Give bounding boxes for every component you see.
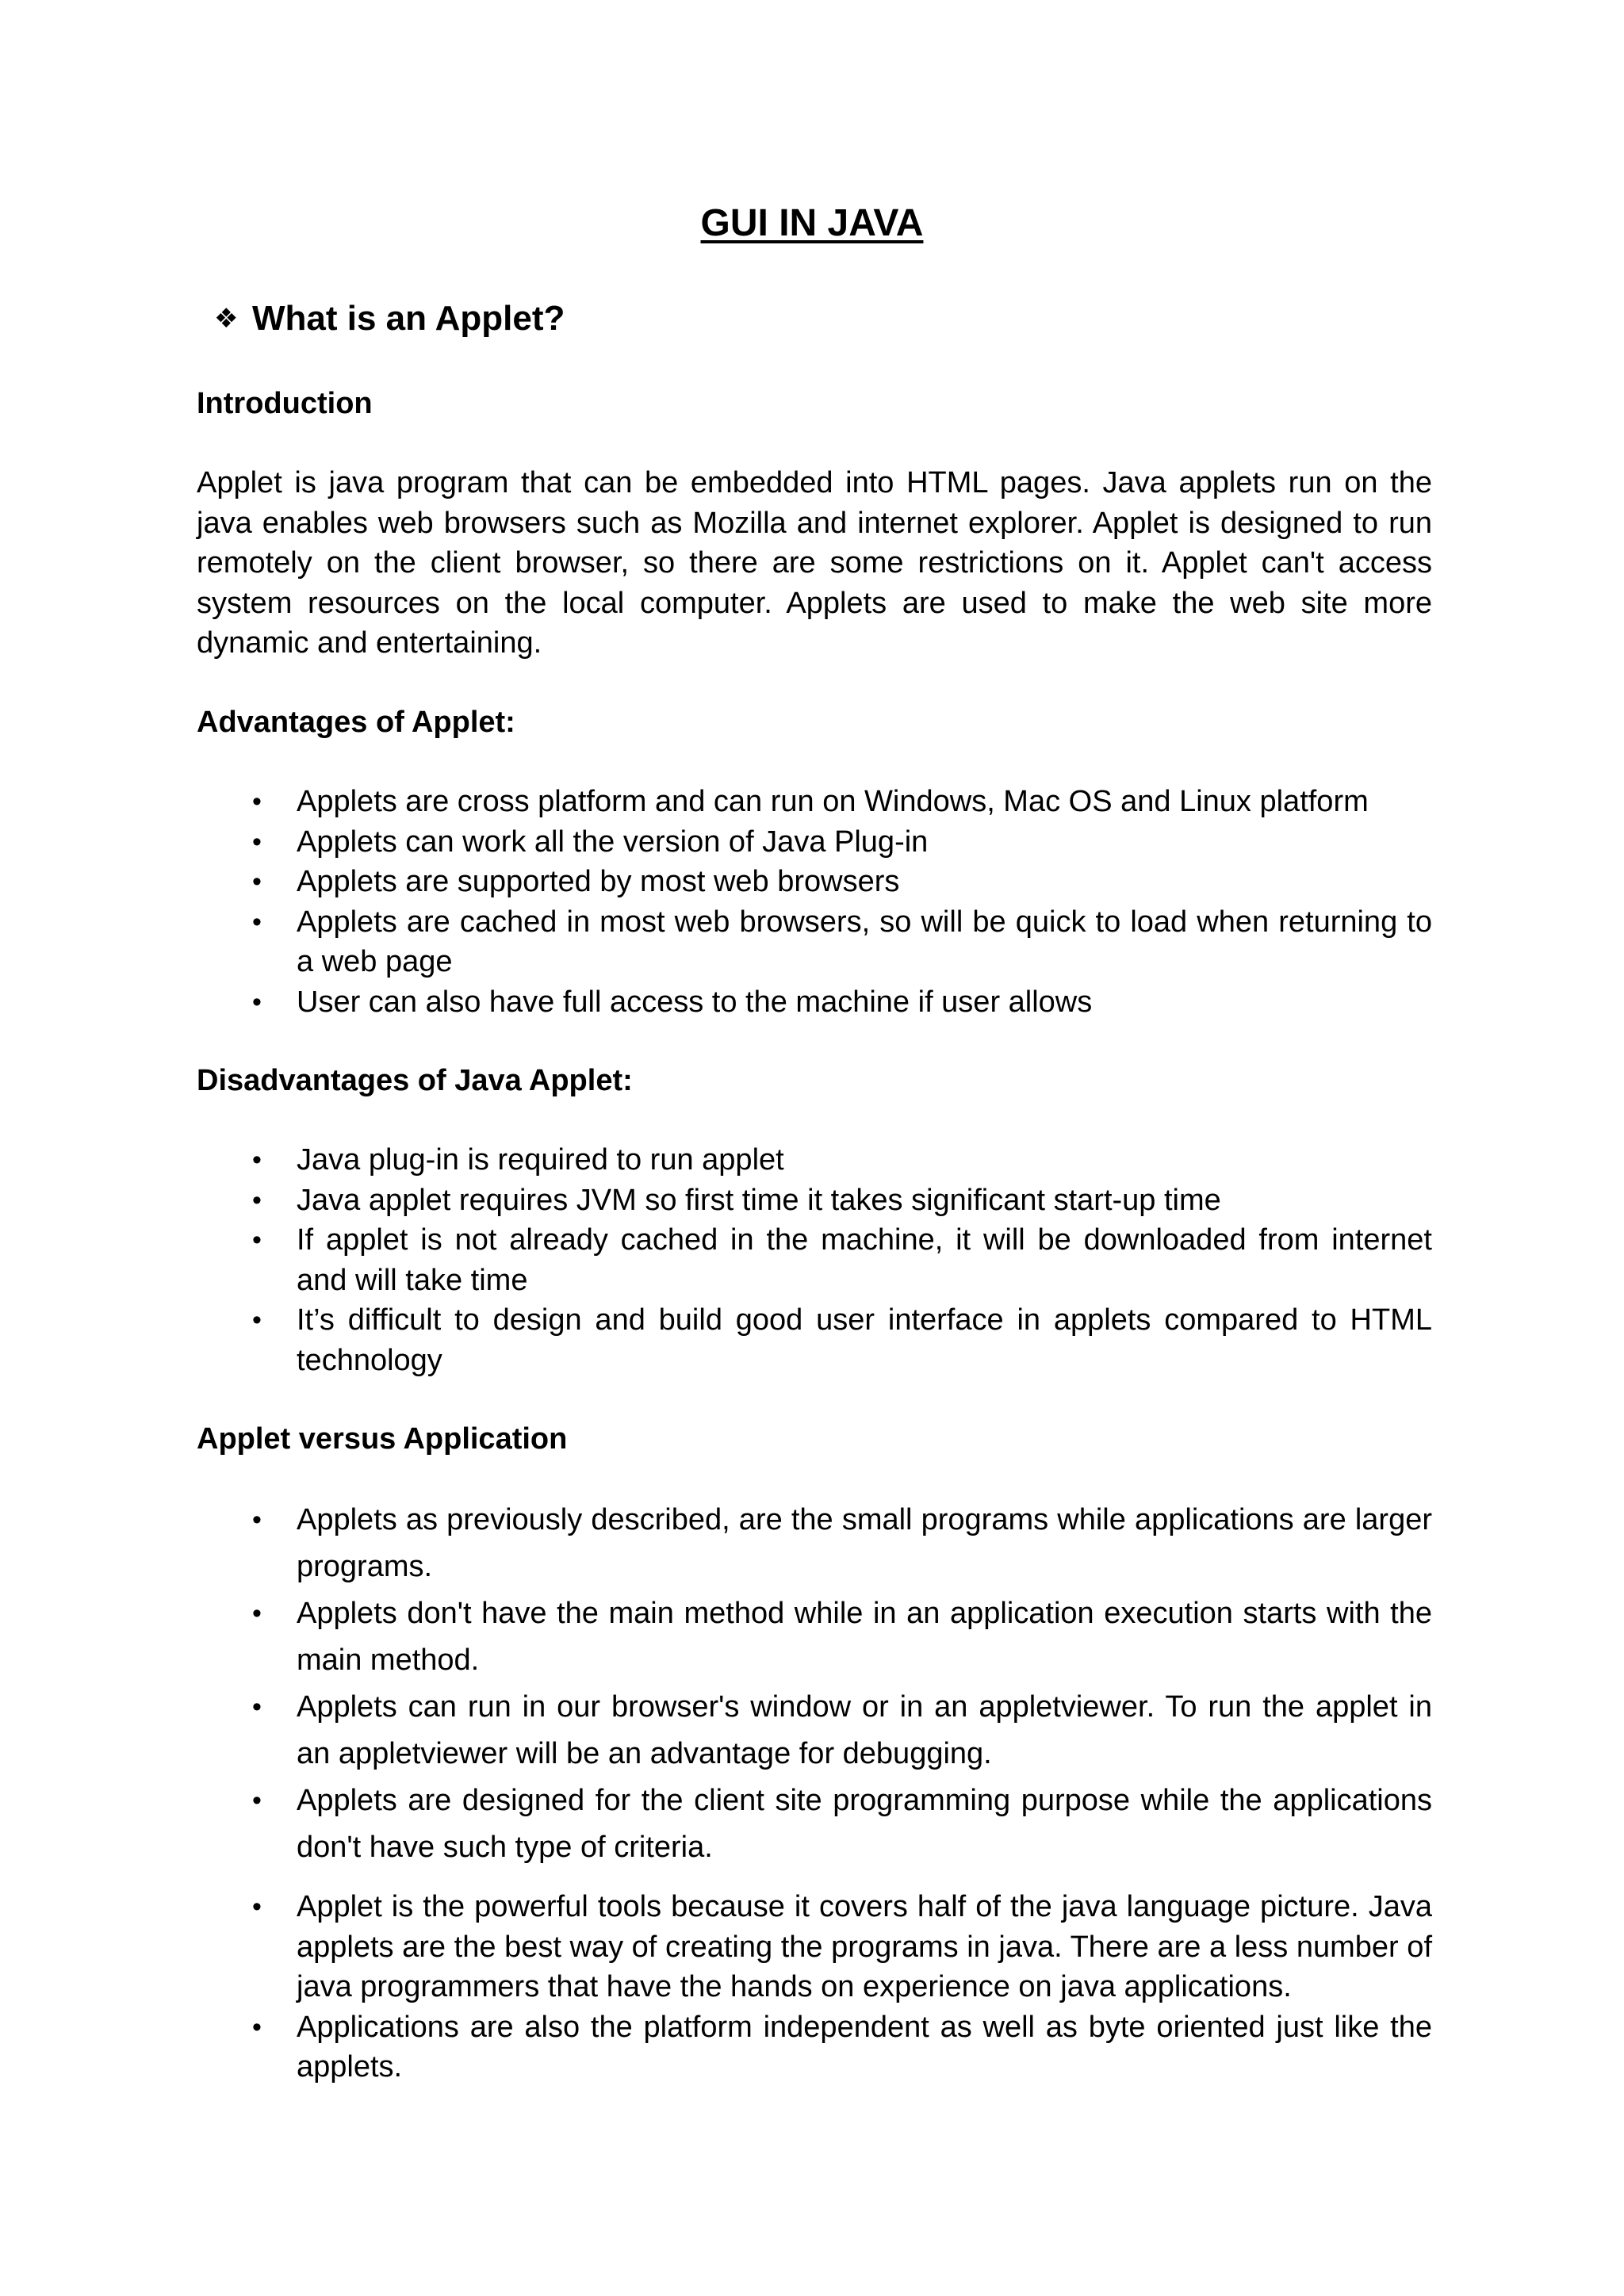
diamond-bullet-icon: ❖ (214, 304, 239, 334)
disadvantages-heading: Disadvantages of Java Applet: (197, 1064, 633, 1097)
list-item: • Applet is the powerful tools because it covers half of the java language picture. Java applets are the best way of creating the programs in java. There are a less number of java programmers that have the hands on experience on java applications. (297, 1887, 1432, 2007)
advantages-list (297, 782, 1432, 1022)
list-item: • Applets don't have the main method while in an application execution starts with the main method. (297, 1590, 1432, 1684)
list-item: • Applets can work all the version of Java Plug-in (297, 822, 1432, 863)
list-item: • Applications are also the platform independent as well as byte oriented just like the applets. (297, 2007, 1432, 2087)
list-item: • Java plug-in is required to run applet (297, 1140, 1432, 1181)
list-item: • Java applet requires JVM so first time it takes significant start-up time (297, 1181, 1432, 1221)
section-heading (214, 295, 565, 342)
section-heading-text: What is an Applet? (252, 299, 565, 338)
versus-heading: Applet versus Application (197, 1422, 568, 1456)
versus-list (297, 1497, 1432, 2087)
introduction-heading: Introduction (197, 387, 373, 420)
list-item: • It’s difficult to design and build good user interface in applets compared to HTML technology (297, 1300, 1432, 1380)
list-item: • If applet is not already cached in the machine, it will be downloaded from internet and will take time (297, 1220, 1432, 1300)
page-title: GUI IN JAVA (700, 202, 924, 244)
list-item: • Applets are supported by most web browsers (297, 862, 1432, 902)
disadvantages-list (297, 1140, 1432, 1380)
list-item: • Applets can run in our browser's window or in an appletviewer. To run the applet in an appletviewer will be an advantage for debugging. (297, 1684, 1432, 1777)
list-item: • Applets are designed for the client site programming purpose while the applications don't have such type of criteria. (297, 1777, 1432, 1871)
list-item: • Applets are cached in most web browsers, so will be quick to load when returning to a web page (297, 902, 1432, 982)
list-item: • Applets as previously described, are the small programs while applications are larger programs. (297, 1497, 1432, 1590)
advantages-heading: Advantages of Applet: (197, 706, 515, 739)
list-item: • Applets are cross platform and can run on Windows, Mac OS and Linux platform (297, 782, 1432, 822)
list-item: • User can also have full access to the machine if user allows (297, 982, 1432, 1023)
introduction-paragraph: Applet is java program that can be embedded into HTML pages. Java applets run on the java enables web browsers such as Mozilla and internet explorer. Applet is designed to run remotely on the client browser, so there are some restrictions on it. Applet can't access system resources on the local computer. Applets are used to make the web site more dynamic and entertaining. (197, 466, 1432, 660)
